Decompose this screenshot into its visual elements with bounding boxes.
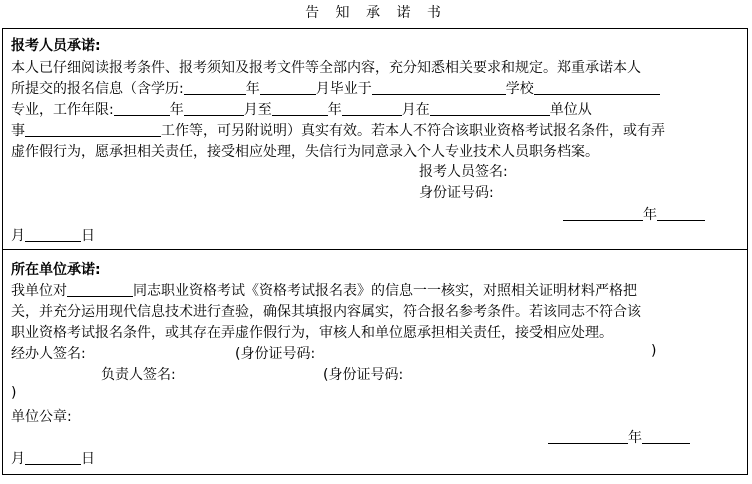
unit-year-field[interactable] xyxy=(548,429,628,444)
applicant-line-2 xyxy=(11,78,660,98)
applicant-day-label: 日 xyxy=(81,228,95,244)
applicant-line-2b: 年 xyxy=(245,81,260,97)
applicant-line-2c: 月毕业于 xyxy=(315,81,372,97)
handler-id-label: (身份证号码: xyxy=(235,346,316,362)
unit-month-field[interactable] xyxy=(642,429,690,444)
applicant-date-year xyxy=(563,204,705,224)
unit-date-day xyxy=(11,448,95,468)
applicant-line-4b: 工作等，可另附说明）真实有效。若本人不符合该职业资格考试报名条件，或有弄 xyxy=(161,123,665,139)
applicant-line-3c: 月至 xyxy=(243,102,272,118)
leader-id-close: ) xyxy=(11,385,17,401)
unit-pledge-section xyxy=(2,249,748,475)
school-field[interactable] xyxy=(372,80,506,95)
applicant-month-field[interactable] xyxy=(657,206,705,221)
graduation-year-field[interactable] xyxy=(184,80,246,95)
applicant-line-3a: 专业，工作年限: xyxy=(11,102,114,118)
employer-field[interactable] xyxy=(430,101,550,116)
applicant-year-field[interactable] xyxy=(563,206,643,221)
job-field[interactable] xyxy=(25,122,161,137)
applicant-line-2a: 所提交的报名信息（含学历: xyxy=(11,81,184,97)
handler-id-close: ) xyxy=(651,343,657,359)
applicant-signature-label: 报考人员签名: xyxy=(419,164,508,180)
applicant-year-label: 年 xyxy=(643,207,657,223)
applicant-name-field[interactable] xyxy=(67,282,133,297)
applicant-id-label: 身份证号码: xyxy=(419,185,494,201)
document-title: 告 知 承 诺 书 xyxy=(305,5,447,21)
applicant-line-3b: 年 xyxy=(169,102,184,118)
graduation-month-field[interactable] xyxy=(260,80,316,95)
unit-line-3: 职业资格考试报名条件，或其存在弄虚作假行为，审核人和单位愿承担相关责任，接受相应处理。 xyxy=(11,325,613,341)
work-end-year-field[interactable] xyxy=(272,101,328,116)
applicant-line-3 xyxy=(11,99,592,119)
leader-signature-label: 负责人签名: xyxy=(101,367,176,383)
applicant-month-label: 月 xyxy=(11,228,25,244)
applicant-line-4 xyxy=(11,120,665,140)
major-field[interactable] xyxy=(534,80,660,95)
unit-heading: 所在单位承诺: xyxy=(11,262,101,278)
applicant-line-3e: 月在 xyxy=(401,102,430,118)
applicant-heading: 报考人员承诺: xyxy=(11,38,101,54)
applicant-line-1: 本人已仔细阅读报考条件、报考须知及报考文件等全部内容，充分知悉相关要求和规定。郑重承诺本人 xyxy=(11,60,641,76)
unit-day-field[interactable] xyxy=(25,450,81,465)
applicant-pledge-section xyxy=(2,28,748,250)
handler-signature-label: 经办人签名: xyxy=(11,346,86,362)
unit-day-label: 日 xyxy=(81,451,95,467)
unit-year-label: 年 xyxy=(628,430,642,446)
applicant-line-3f: 单位从 xyxy=(549,102,592,118)
unit-date-year xyxy=(548,427,690,447)
applicant-line-5: 虚作假行为，愿承担相关责任，接受相应处理，失信行为同意录入个人专业技术人员职务档案。 xyxy=(11,144,599,160)
applicant-line-2d: 学校 xyxy=(505,81,534,97)
applicant-date-day xyxy=(11,225,95,245)
applicant-line-3d: 年 xyxy=(327,102,342,118)
leader-id-label: (身份证号码: xyxy=(323,367,404,383)
unit-line-1 xyxy=(11,280,637,300)
applicant-line-4a: 事 xyxy=(11,123,25,139)
work-start-year-field[interactable] xyxy=(114,101,170,116)
work-end-month-field[interactable] xyxy=(342,101,402,116)
work-start-month-field[interactable] xyxy=(184,101,244,116)
unit-line-1b: 同志职业资格考试《资格考试报名表》的信息一一核实，对照相关证明材料严格把 xyxy=(133,283,637,299)
unit-month-label: 月 xyxy=(11,451,25,467)
unit-line-2: 关，并充分运用现代信息技术进行查验，确保其填报内容属实，符合报名参考条件。若该同志不符合该 xyxy=(11,304,641,320)
unit-seal-label: 单位公章: xyxy=(11,409,72,425)
applicant-day-field[interactable] xyxy=(25,227,81,242)
unit-line-1a: 我单位对 xyxy=(11,283,67,299)
